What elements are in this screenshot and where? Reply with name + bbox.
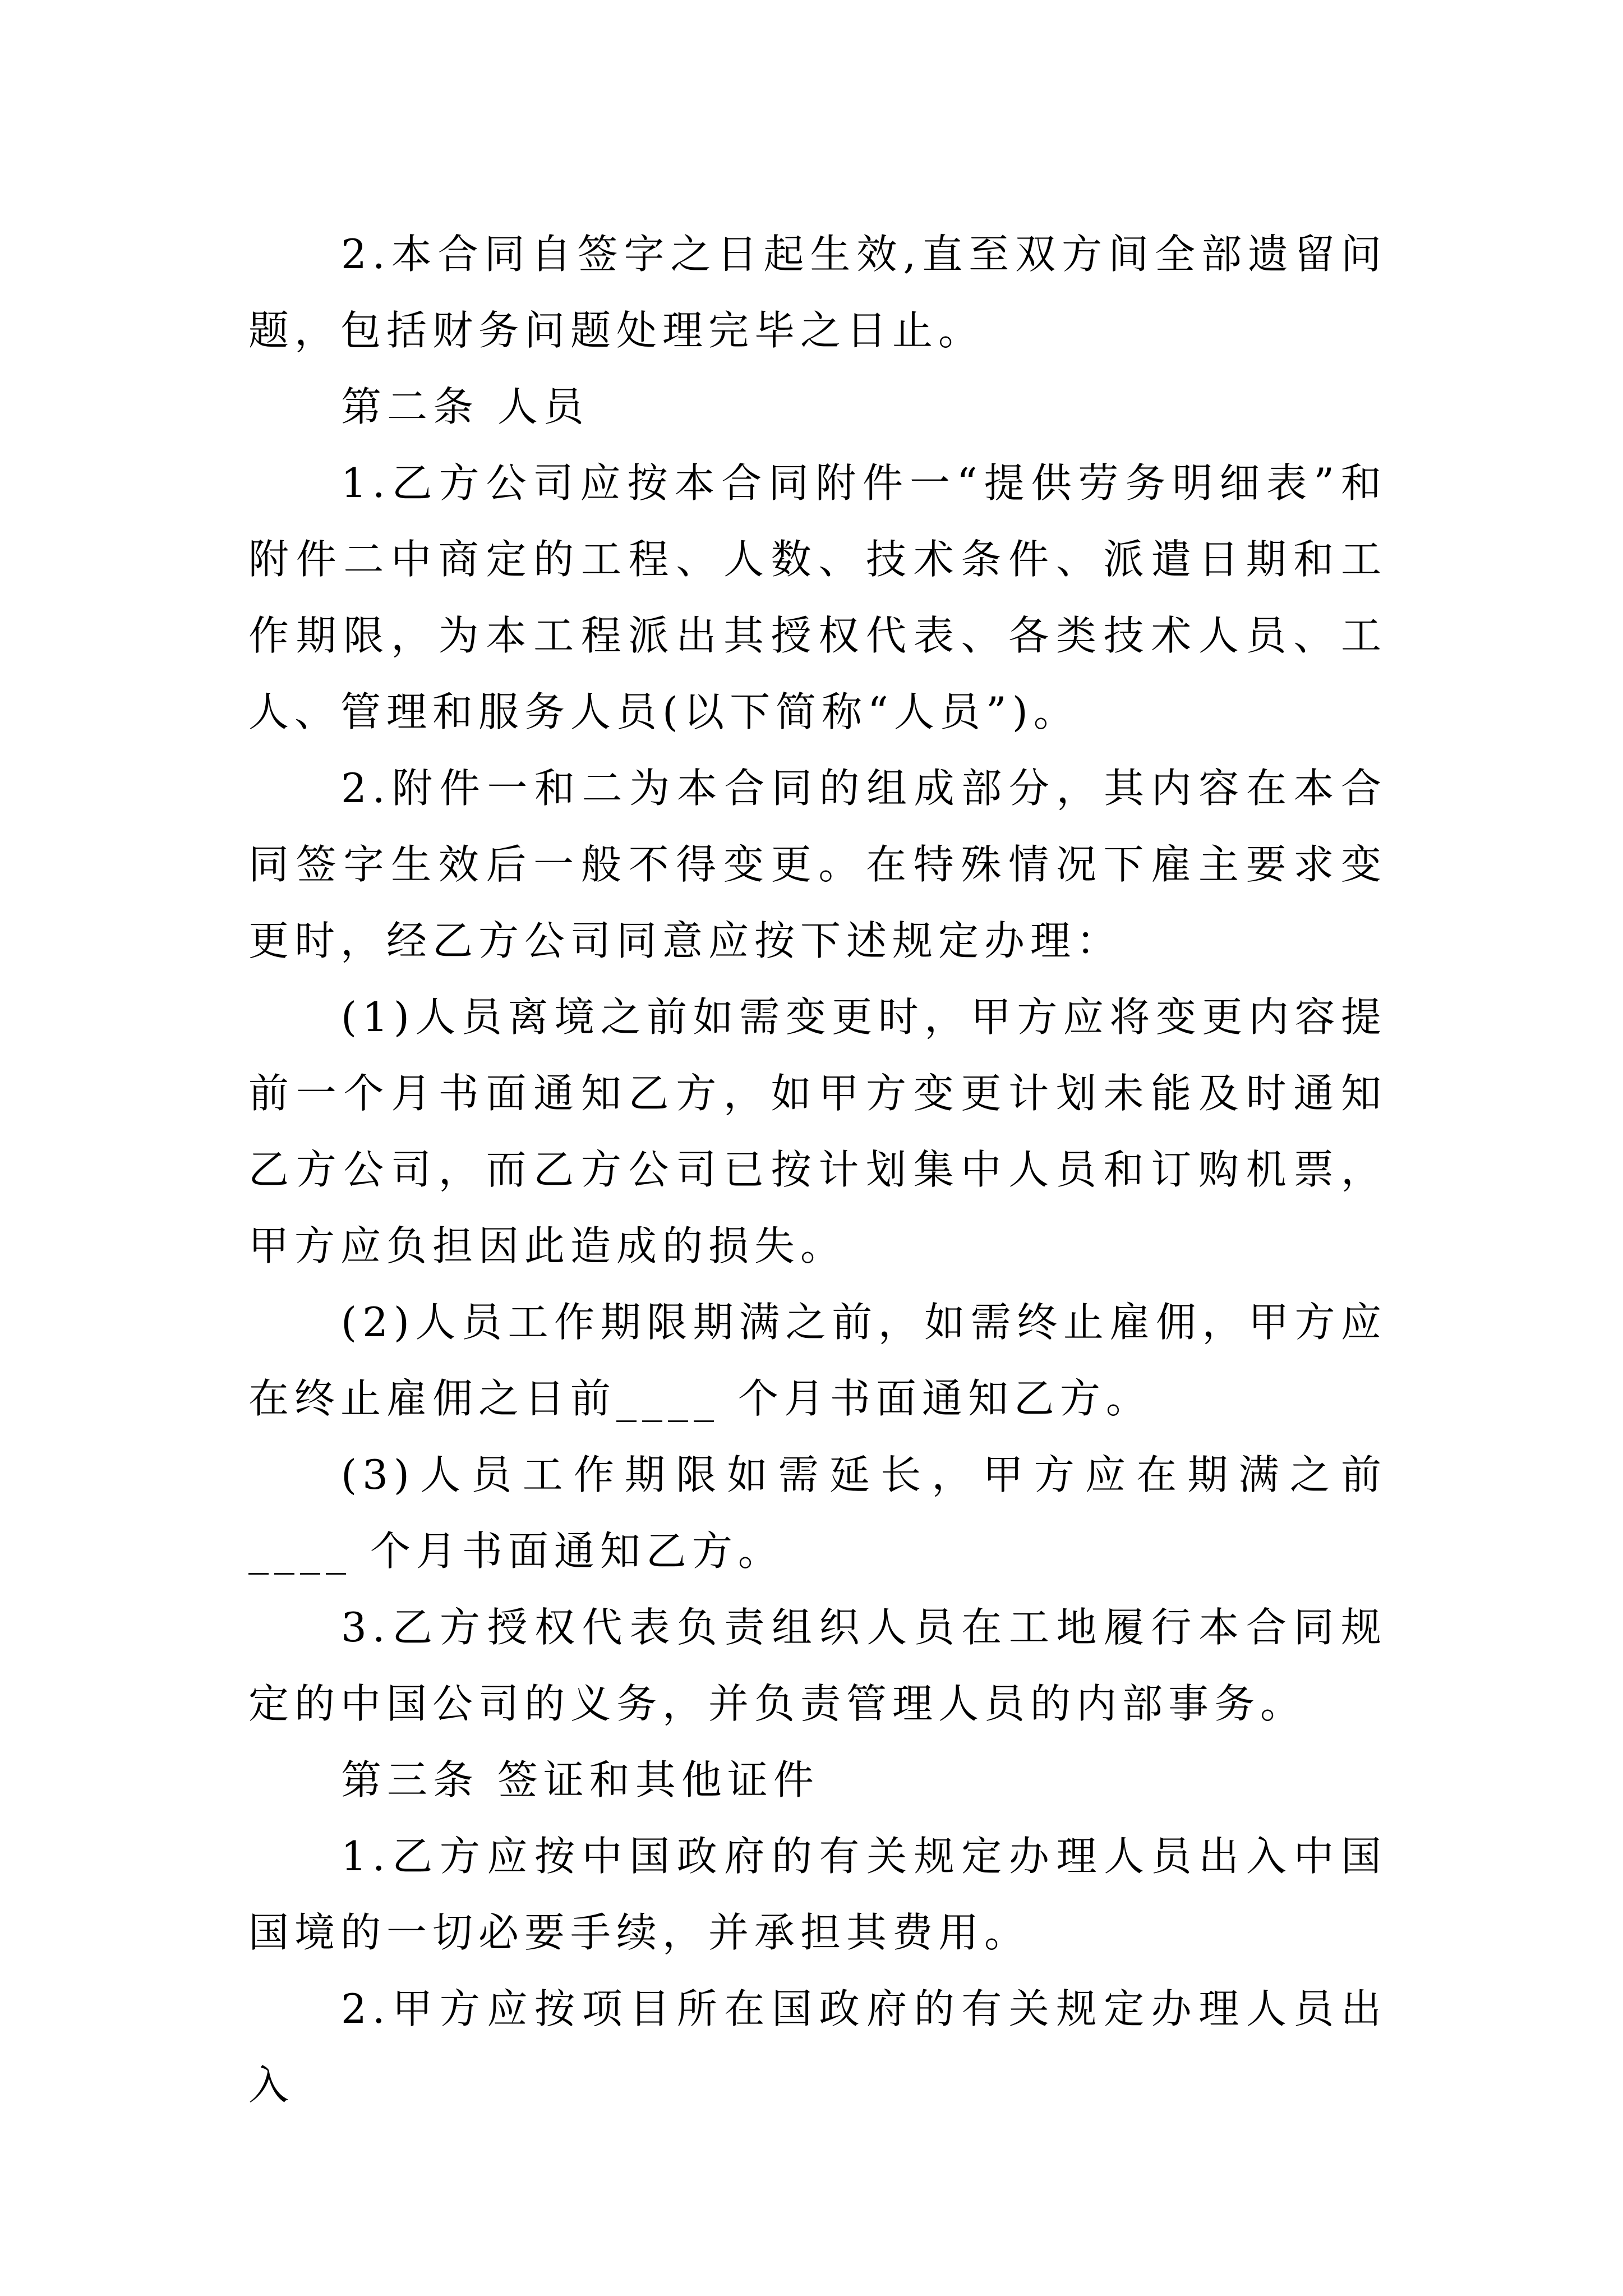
paragraph-extend-term: (3)人员工作期限如需延长，甲方应在期满之前____ 个月书面通知乙方。: [248, 1451, 1387, 1575]
paragraph-terminate-employment: (2)人员工作期限期满之前，如需终止雇佣，甲方应在终止雇佣之日前____ 个月书面通知乙方。: [248, 1299, 1387, 1422]
paragraph-effective-date: 2.本合同自签字之日起生效,直至双方间全部遗留问题，包括财务问题处理完毕之日止。: [248, 231, 1387, 354]
section-heading-article-3: 第三条 签证和其他证件: [341, 1756, 819, 1803]
paragraph-china-exit-entry: 1.乙方应按中国政府的有关规定办理人员出入中国国境的一切必要手续，并承担其费用。: [248, 1833, 1387, 1956]
document-body: [248, 216, 1387, 2123]
paragraph-change-before-departure: (1)人员离境之前如需变更时，甲方应将变更内容提前一个月书面通知乙方，如甲方变更计划未能及时通知乙方公司，而乙方公司已按计划集中人员和订购机票，甲方应负担因此造成的损失。: [248, 993, 1387, 1269]
paragraph-personnel-dispatch: 1.乙方公司应按本合同附件一“提供劳务明细表”和附件二中商定的工程、人数、技术条件、派遣日期和工作期限，为本工程派出其授权代表、各类技术人员、工人、管理和服务人员(以下简称“人员”)。: [248, 459, 1387, 735]
paragraph-annex-changes: 2.附件一和二为本合同的组成部分，其内容在本合同签字生效后一般不得变更。在特殊情况下雇主要求变更时，经乙方公司同意应按下述规定办理：: [248, 765, 1387, 964]
paragraph-authorized-representative: 3.乙方授权代表负责组织人员在工地履行本合同规定的中国公司的义务，并负责管理人员的内部事务。: [248, 1604, 1387, 1727]
paragraph-host-country-entry: 2.甲方应按项目所在国政府的有关规定办理人员出入: [248, 1985, 1387, 2109]
section-heading-article-2: 第二条 人员: [341, 383, 589, 430]
